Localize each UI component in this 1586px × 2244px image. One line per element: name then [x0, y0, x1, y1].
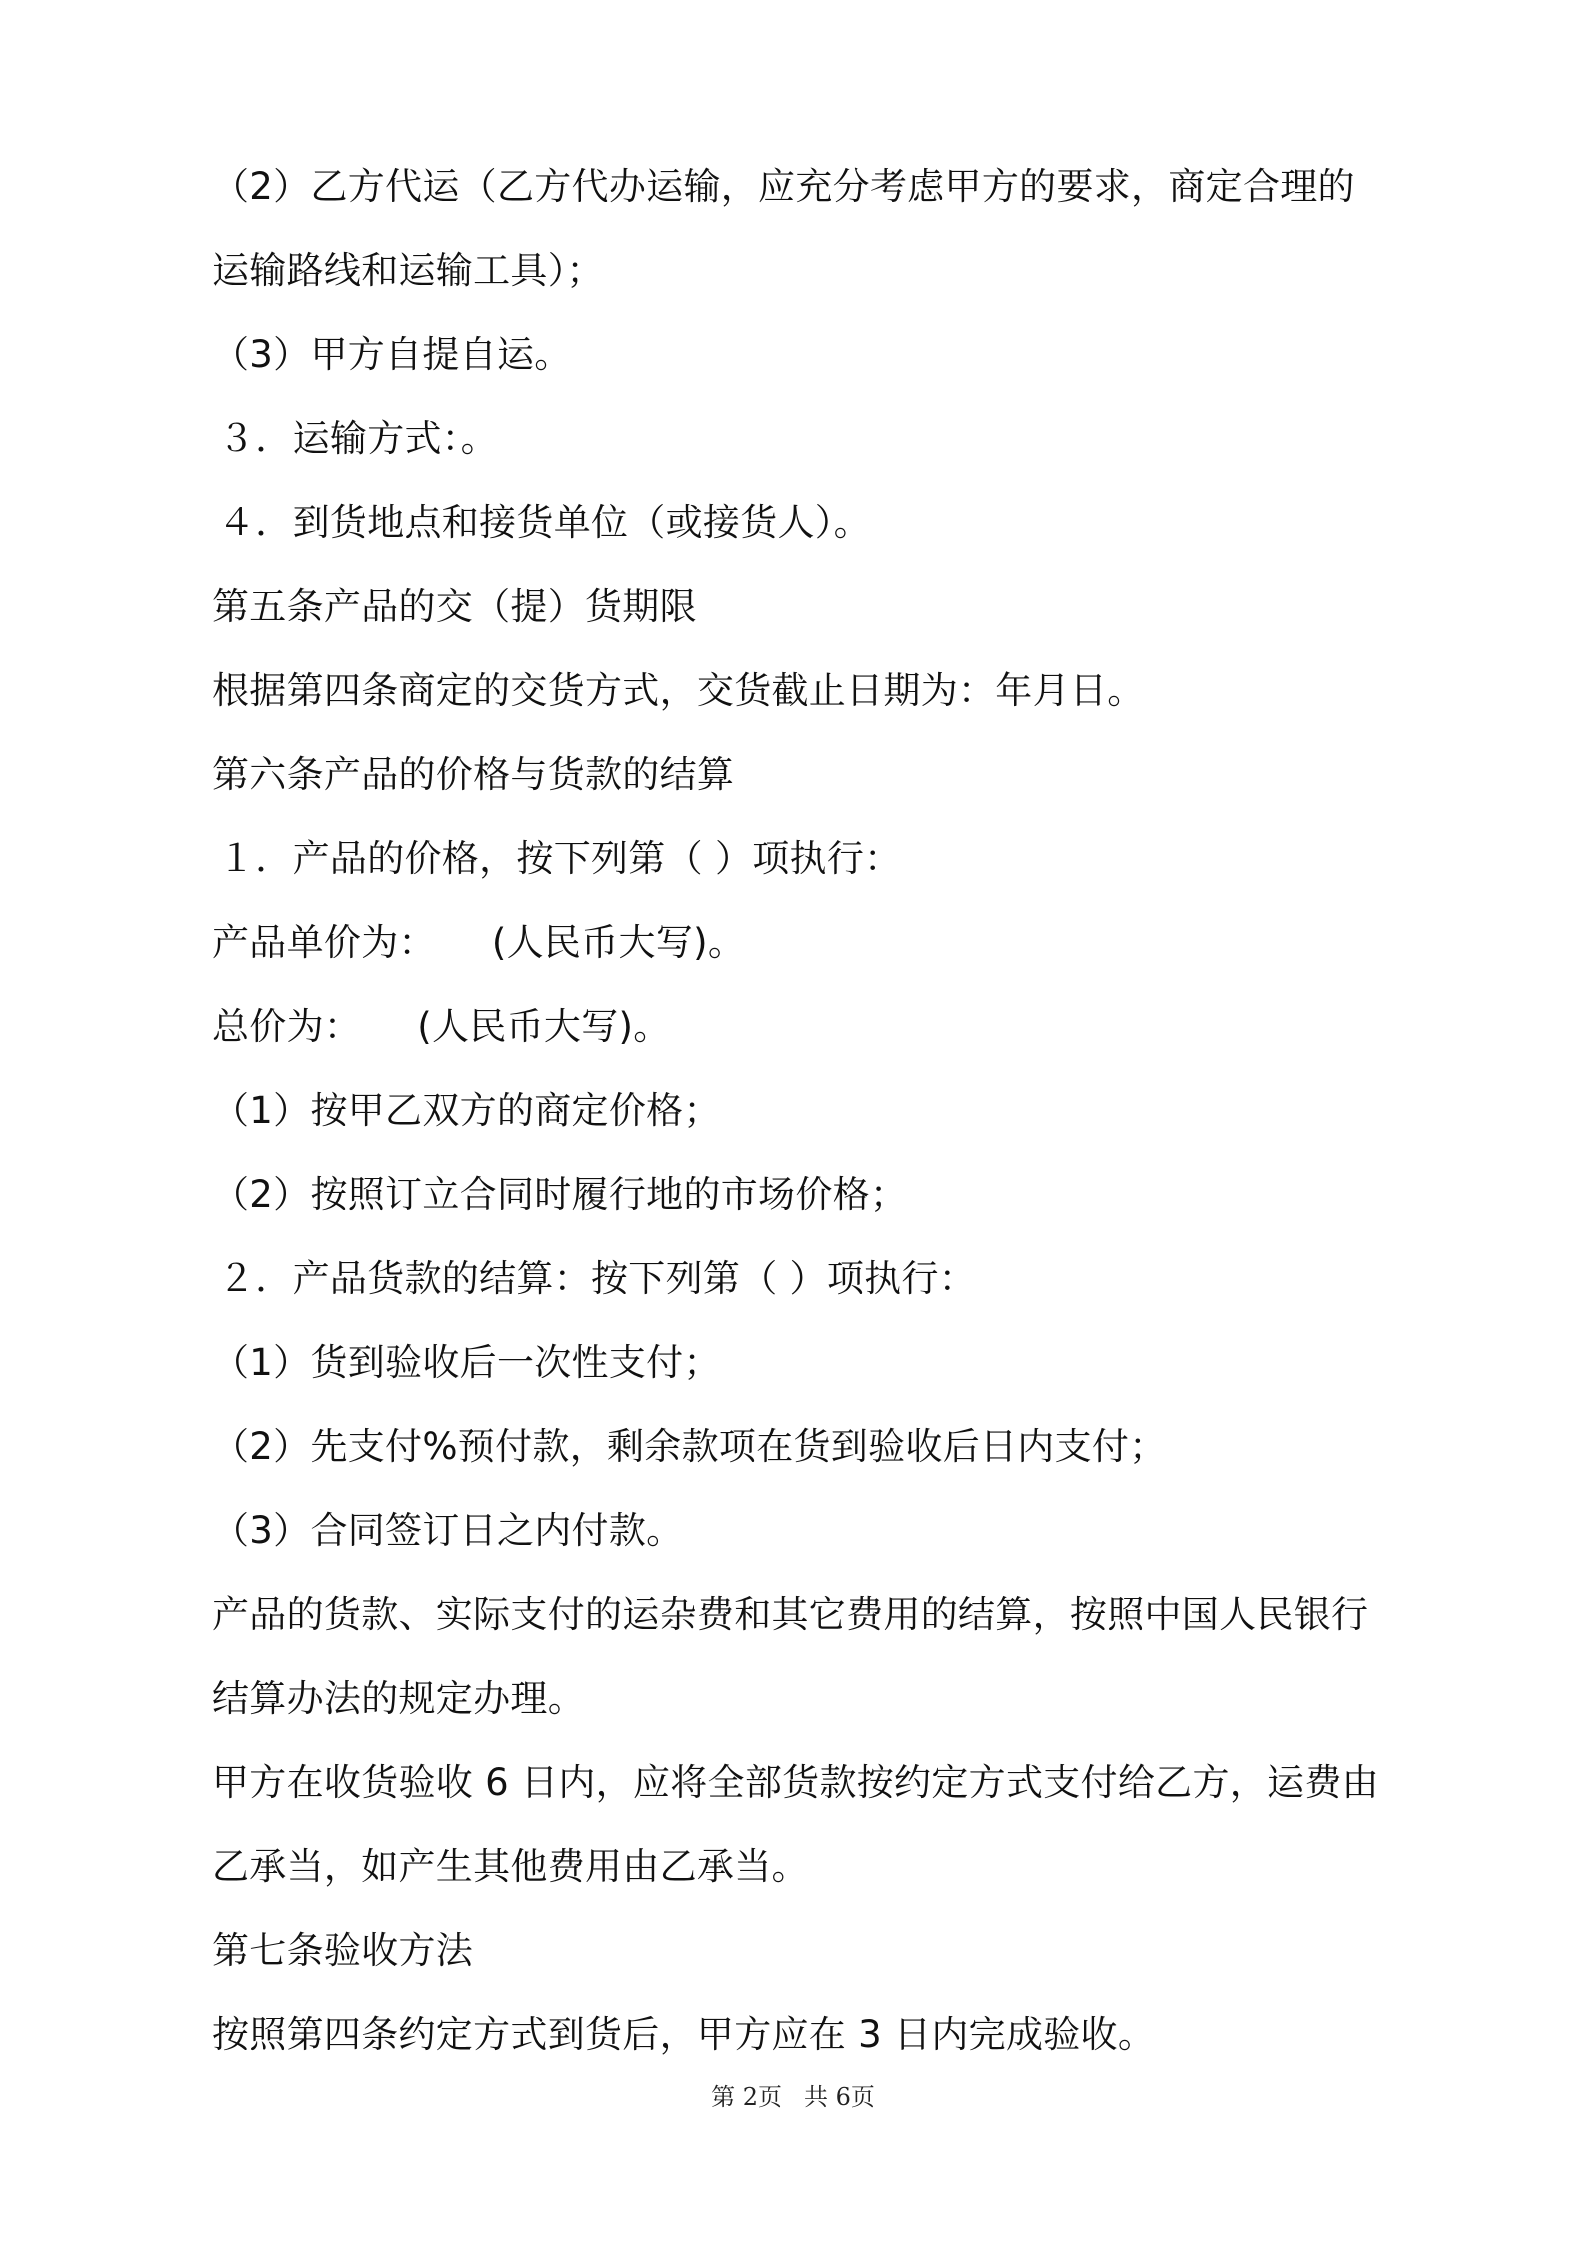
text-line: （3）合同签订日之内付款。 [212, 1509, 684, 1552]
text-line: （2）先支付%预付款，剩余款项在货到验收后日内支付； [212, 1425, 1167, 1468]
text-line: （3）甲方自提自运。 [212, 333, 572, 376]
text-line: ３．运输方式：。 [218, 417, 498, 460]
text-line: ４．到货地点和接货单位（或接货人）。 [218, 501, 871, 544]
text-line: ２．产品货款的结算：按下列第（ ）项执行： [218, 1257, 977, 1300]
text-line: 结算办法的规定办理。 [212, 1677, 585, 1720]
text-line: （1）货到验收后一次性支付； [212, 1341, 721, 1384]
text-line: 产品的货款、实际支付的运杂费和其它费用的结算，按照中国人民银行 [212, 1593, 1369, 1636]
section-heading: 第七条验收方法 [212, 1929, 474, 1972]
text-line: （2）乙方代运（乙方代办运输，应充分考虑甲方的要求，商定合理的 [212, 165, 1355, 208]
text-line: （2）按照订立合同时履行地的市场价格； [212, 1173, 908, 1216]
text-line: 产品单价为： (人民币大写)。 [212, 921, 746, 964]
text-line: １．产品的价格，按下列第（ ）项执行： [218, 837, 902, 880]
page-footer [0, 2082, 1586, 2112]
section-heading: 第六条产品的价格与货款的结算 [212, 753, 735, 796]
text-line: 乙承当，如产生其他费用由乙承当。 [212, 1845, 809, 1888]
text-line: （1）按甲乙双方的商定价格； [212, 1089, 721, 1132]
section-heading: 第五条产品的交（提）货期限 [212, 585, 697, 628]
text-line: 运输路线和运输工具）； [212, 249, 604, 292]
page-number: 第 2页 [711, 2083, 782, 2111]
text-line: 按照第四条约定方式到货后，甲方应在 3 日内完成验收。 [212, 2013, 1156, 2056]
page-total: 共 6页 [804, 2083, 875, 2111]
text-line: 根据第四条商定的交货方式，交货截止日期为：年月日。 [212, 669, 1145, 712]
text-line: 总价为： (人民币大写)。 [212, 1005, 671, 1048]
text-line: 甲方在收货验收 6 日内，应将全部货款按约定方式支付给乙方，运费由 [212, 1761, 1379, 1804]
